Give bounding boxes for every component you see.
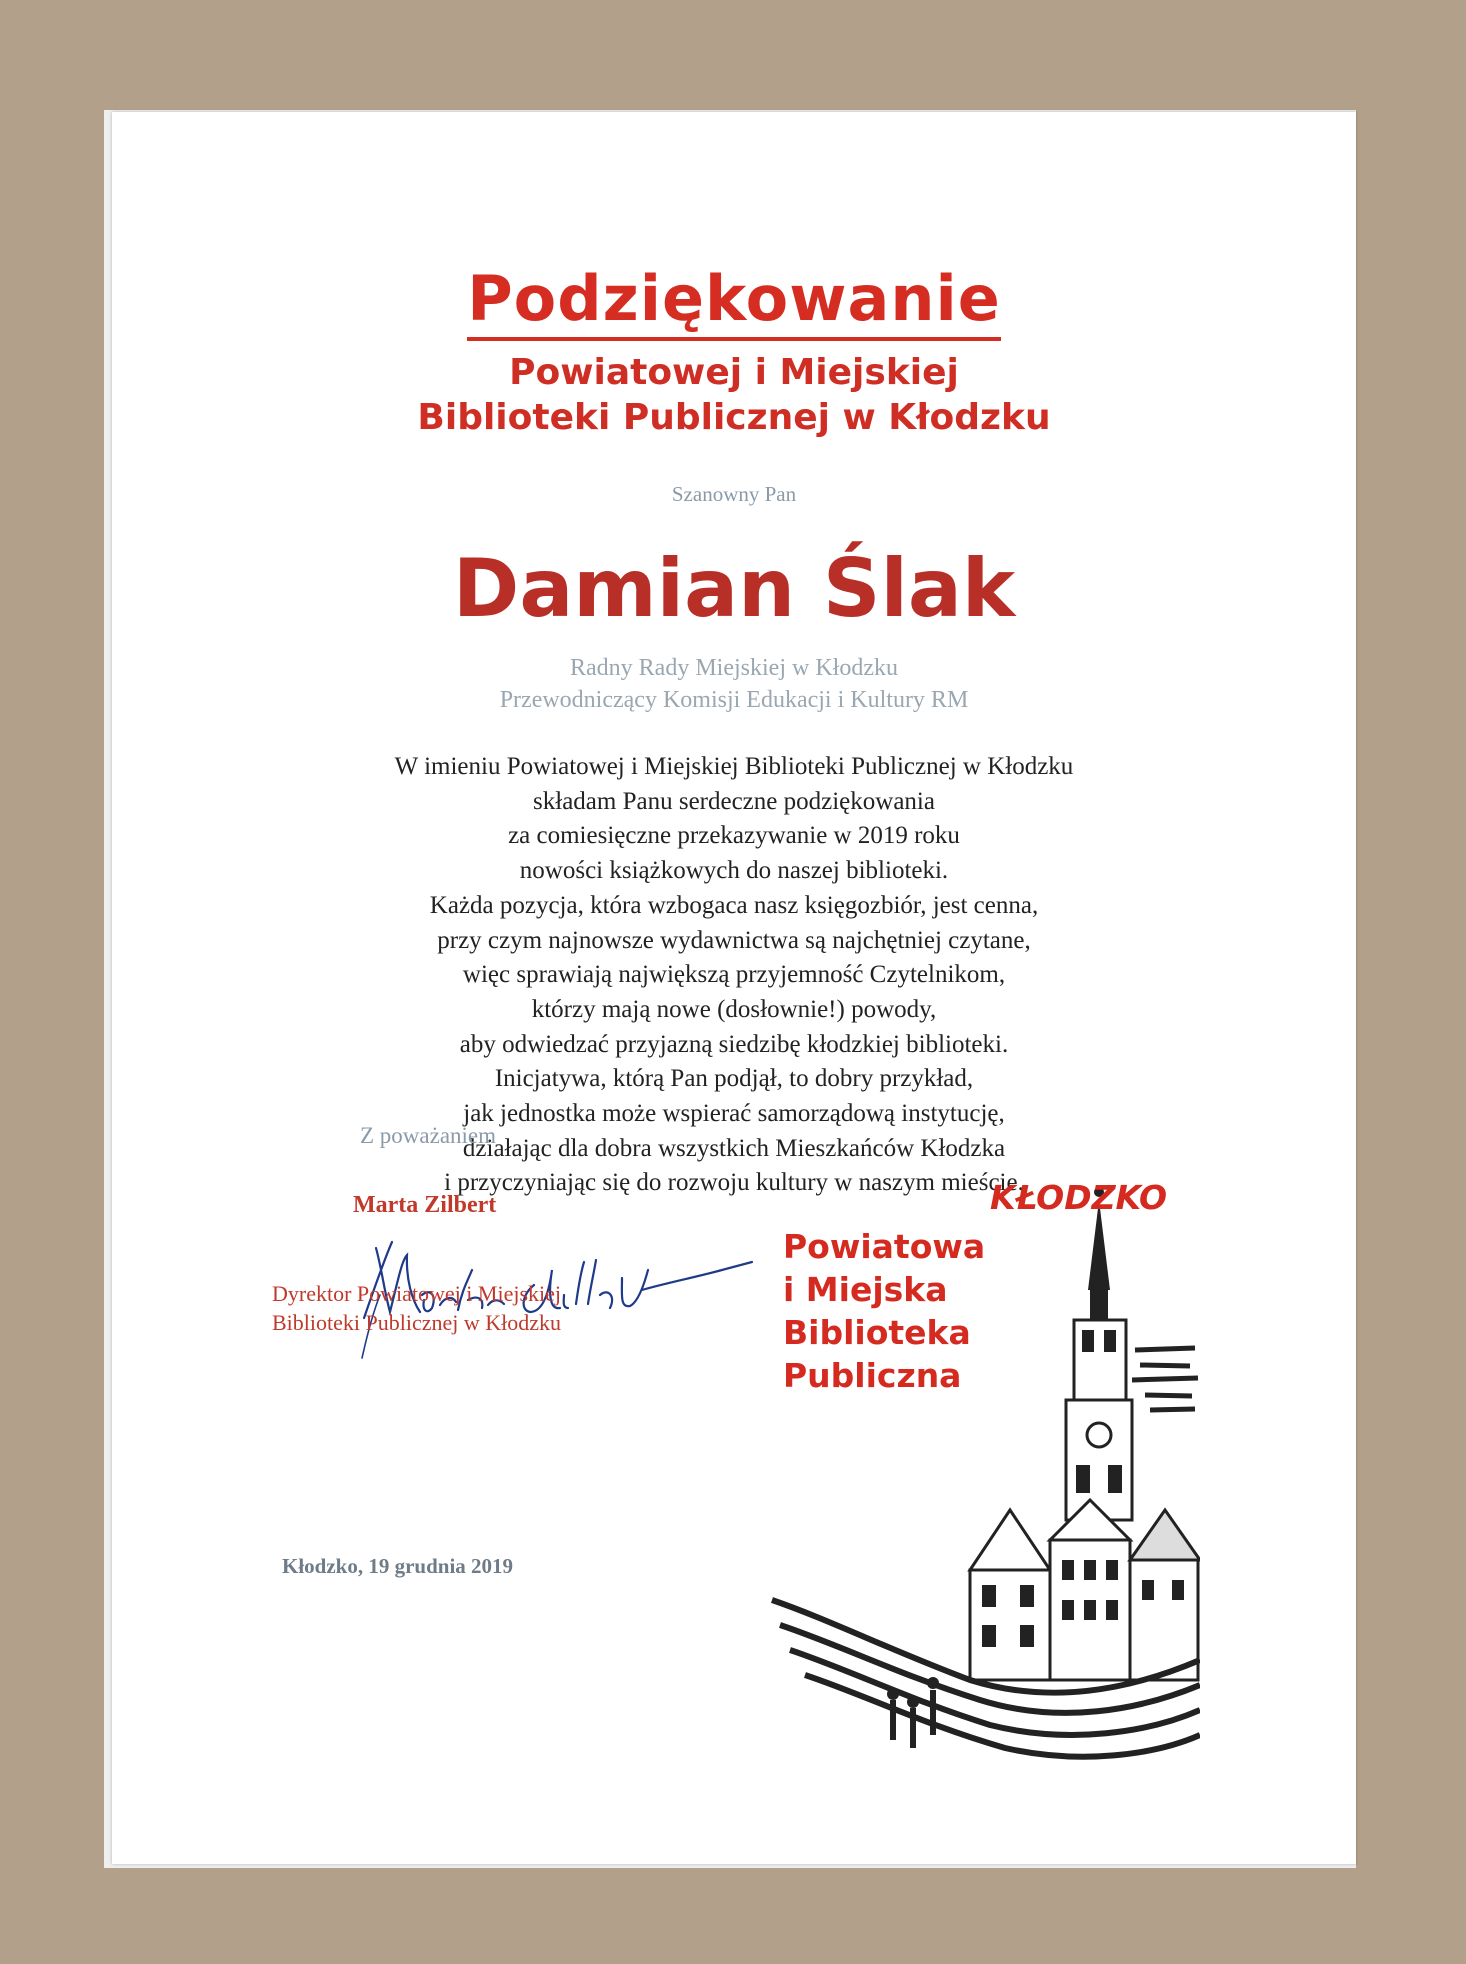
signer-name: Marta Zilbert <box>353 1192 497 1218</box>
signer-title-line-2: Biblioteki Publicznej w Kłodzku <box>272 1310 562 1335</box>
subtitle-line-1: Powiatowej i Miejskiej <box>509 352 959 393</box>
document-title: Podziękowanie <box>112 262 1356 335</box>
body-line: Każda pozycja, która wzbogaca nasz księgozbiór, jest cenna, <box>429 891 1039 919</box>
place-date: Kłodzko, 19 grudnia 2019 <box>282 1554 514 1578</box>
subtitle-line-2: Biblioteki Publicznej w Kłodzku <box>417 397 1051 438</box>
salutation: Szanowny Pan <box>671 482 797 506</box>
body-line: jak jednostka może wspierać samorządową instytucję, <box>463 1100 1005 1128</box>
body-line: więc sprawiają największą przyjemność Czytelnikom, <box>462 961 1006 989</box>
body-text <box>112 750 1356 1201</box>
body-line: aby odwiedzać przyjazną siedzibę kłodzkiej biblioteki. <box>459 1030 1009 1058</box>
closing: Z poważaniem <box>360 1123 497 1148</box>
handwritten-signature <box>272 1200 802 1360</box>
body-line: za comiesięczne przekazywanie w 2019 roku <box>508 822 960 850</box>
body-line: składam Panu serdeczne podziękowania <box>533 787 935 815</box>
recipient-role-2: Przewodniczący Komisji Edukacji i Kultury RM <box>499 687 969 713</box>
logo-line: i Miejska <box>783 1270 948 1309</box>
signer-title-line-1: Dyrektor Powiatowej i Miejskiej <box>272 1281 562 1306</box>
recipient-role-1: Radny Rady Miejskiej w Kłodzku <box>570 655 898 681</box>
body-line: przy czym najnowsze wydawnictwa są najchętniej czytane, <box>437 926 1031 954</box>
logo-line: Publiczna <box>783 1356 962 1395</box>
logo-town-name: KŁODZKO <box>990 1178 1168 1217</box>
body-line: i przyczyniając się do rozwoju kultury w naszym mieście. <box>444 1169 1024 1197</box>
logo-library-name <box>783 1225 985 1397</box>
body-line: nowości książkowych do naszej biblioteki. <box>519 857 949 885</box>
logo-line: Biblioteka <box>783 1313 971 1352</box>
body-line: Inicjatywa, którą Pan podjął, to dobry przykład, <box>494 1065 974 1093</box>
body-line: którzy mają nowe (dosłownie!) powody, <box>531 995 937 1023</box>
body-line: działając dla dobra wszystkich Mieszkańców Kłodzka <box>462 1134 1006 1162</box>
body-line: W imieniu Powiatowej i Miejskiej Biblioteki Publicznej w Kłodzku <box>394 753 1074 780</box>
logo-line: Powiatowa <box>783 1227 986 1266</box>
recipient-name: Damian Ślak <box>452 542 1016 635</box>
